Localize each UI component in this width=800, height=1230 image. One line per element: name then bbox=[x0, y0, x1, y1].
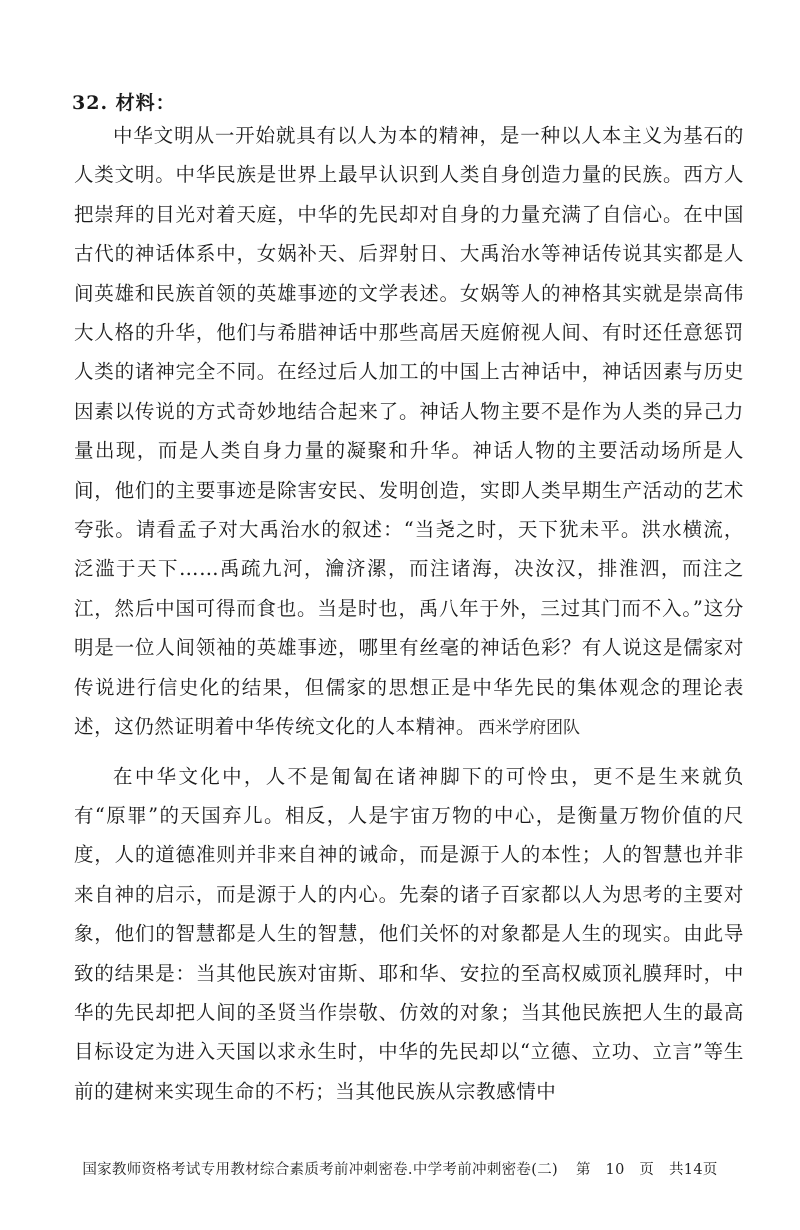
paragraph-1-text: 中华文明从一开始就具有以人为本的精神，是一种以人本主义为基石的人类文明。中华民族是世界上最早认识到人类自身创造力量的民族。西方人把崇拜的目光对着天庭，中华的先民却对自身的力量充满了自信心。在中国古代的神话体系中，女娲补天、后羿射日、大禹治水等神话传说其实都是人间英雄和民族首领的英雄事迹的文学表述。女娲等人的神格其实就是崇高伟大人格的升华，他们与希腊神话中那些高居天庭俯视人间、有时还任意惩罚人类的诸神完全不同。在经过后人加工的中国上古神话中，神话因素与历史因素以传说的方式奇妙地结合起来了。神话人物主要不是作为人类的异己力量出现，而是人类自身力量的凝聚和升华。神话人物的主要活动场所是人间，他们的主要事迹是除害安民、发明创造，实即人类早期生产活动的艺术夸张。请看孟子对大禹治水的叙述：“当尧之时，天下犹未平。洪水横流，泛滥于天下……禹疏九河，瀹济漯，而注诸海，决汝汉，排淮泗，而注之江，然后中国可得而食也。当是时也，禹八年于外，三过其门而不入。”这分明是一位人间领袖的英雄事迹，哪里有丝毫的神话色彩？有人说这是儒家对传说进行信史化的结果，但儒家的思想正是中华先民的集体观念的理论表述，这仍然证明着中华传统文化的人本精神。 bbox=[74, 124, 744, 739]
page-number: 第 10 页 共14页 bbox=[575, 1162, 718, 1178]
material-paragraph-1 bbox=[74, 116, 744, 749]
footer-source: 国家教师资格考试专用教材综合素质考前冲刺密卷.中学考前冲刺密卷(二) bbox=[82, 1162, 558, 1178]
question-title: 32. 材料： bbox=[72, 92, 176, 114]
page-footer bbox=[0, 1158, 800, 1179]
material-paragraph-2: 在中华文化中，人不是匍匐在诸神脚下的可怜虫，更不是生来就负有“原罪”的天国弃儿。相反，人是宇宙万物的中心，是衡量万物价值的尺度，人的道德准则并非来自神的诫命，而是源于人的本性；人的智慧也并非来自神的启示，而是源于人的内心。先秦的诸子百家都以人为思考的主要对象，他们的智慧都是人生的智慧，他们关怀的对象都是人生的现实。由此导致的结果是：当其他民族对宙斯、耶和华、安拉的至高权威顶礼膜拜时，中华的先民却把人间的圣贤当作崇敬、仿效的对象；当其他民族把人生的最高目标设定为进入天国以求永生时，中华的先民却以“立德、立功、立言”等生前的建树来实现生命的不朽；当其他民族从宗教感情中 bbox=[74, 764, 744, 1103]
material-body bbox=[74, 116, 744, 1111]
watermark-text: 西米学府团队 bbox=[478, 718, 581, 739]
